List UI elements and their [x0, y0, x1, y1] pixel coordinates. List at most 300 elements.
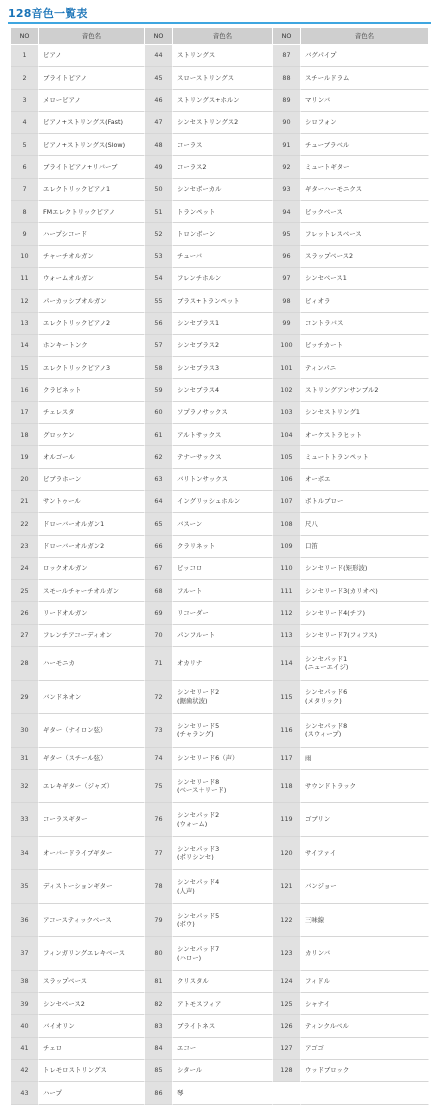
table-row — [11, 469, 429, 491]
header-name-1: 音色名 — [39, 28, 145, 45]
voice-name: シンセストリングス2 — [173, 112, 273, 134]
header-name-3: 音色名 — [301, 28, 429, 45]
voice-number: 25 — [11, 580, 39, 602]
table-row — [11, 1060, 429, 1082]
voice-name: チェロ — [39, 1038, 145, 1060]
voice-number: 58 — [145, 357, 173, 379]
voice-number: 39 — [11, 993, 39, 1015]
voice-name: シンセパッド8 (スウィープ) — [301, 714, 429, 748]
voice-number: 45 — [145, 67, 173, 89]
voice-name: サイファイ — [301, 837, 429, 871]
voice-number: 60 — [145, 402, 173, 424]
voice-number: 70 — [145, 625, 173, 647]
voice-number: 110 — [273, 558, 301, 580]
table-row — [11, 714, 429, 748]
voice-table — [11, 28, 429, 1105]
voice-name: ウォームオルガン — [39, 268, 145, 290]
voice-number: 10 — [11, 246, 39, 268]
voice-name: 雨 — [301, 748, 429, 770]
voice-number: 125 — [273, 993, 301, 1015]
voice-number: 79 — [145, 904, 173, 938]
table-row — [11, 647, 429, 681]
voice-number: 87 — [273, 45, 301, 67]
table-row — [11, 1015, 429, 1037]
voice-name: ストリングス — [173, 45, 273, 67]
voice-name: フィドル — [301, 971, 429, 993]
voice-number: 91 — [273, 134, 301, 156]
voice-name: 口笛 — [301, 536, 429, 558]
voice-name: シンセブラス4 — [173, 379, 273, 401]
voice-number: 47 — [145, 112, 173, 134]
voice-number: 62 — [145, 446, 173, 468]
voice-number: 40 — [11, 1015, 39, 1037]
voice-name: シロフォン — [301, 112, 429, 134]
voice-number: 117 — [273, 748, 301, 770]
table-row — [11, 937, 429, 971]
voice-name: ストリングアンサンブル2 — [301, 379, 429, 401]
voice-name: ブラス+トランペット — [173, 290, 273, 312]
voice-number: 84 — [145, 1038, 173, 1060]
header-no-3: NO — [273, 28, 301, 45]
voice-number: 34 — [11, 837, 39, 871]
voice-number: 59 — [145, 379, 173, 401]
table-row — [11, 223, 429, 245]
voice-name: チャーチオルガン — [39, 246, 145, 268]
voice-number: 124 — [273, 971, 301, 993]
table-row — [11, 268, 429, 290]
table-row — [11, 45, 429, 67]
voice-name: オルゴール — [39, 446, 145, 468]
voice-name: シンセベース2 — [39, 993, 145, 1015]
voice-number: 13 — [11, 313, 39, 335]
voice-name: ブライトピアノ — [39, 67, 145, 89]
voice-number: 86 — [145, 1082, 173, 1104]
table-row — [11, 90, 429, 112]
voice-name: ストリングス+ホルン — [173, 90, 273, 112]
voice-name: ボトルブロー — [301, 491, 429, 513]
voice-number: 56 — [145, 313, 173, 335]
voice-name: ソプラノサックス — [173, 402, 273, 424]
table-row — [11, 379, 429, 401]
voice-number: 15 — [11, 357, 39, 379]
voice-number: 46 — [145, 90, 173, 112]
voice-name: ピアノ+ストリングス(Slow) — [39, 134, 145, 156]
voice-number: 126 — [273, 1015, 301, 1037]
voice-number: 77 — [145, 837, 173, 871]
voice-name: シンセパッド1 (ニューエイジ) — [301, 647, 429, 681]
voice-name: シンセブラス1 — [173, 313, 273, 335]
voice-number: 21 — [11, 491, 39, 513]
voice-number: 97 — [273, 268, 301, 290]
voice-number: 90 — [273, 112, 301, 134]
voice-name: シンセリード3(カリオペ) — [301, 580, 429, 602]
voice-name: ビブラホーン — [39, 469, 145, 491]
voice-number: 107 — [273, 491, 301, 513]
voice-number: 29 — [11, 681, 39, 715]
table-row — [11, 681, 429, 715]
voice-name: ティンクルベル — [301, 1015, 429, 1037]
voice-name: ブライトピアノ+リバーブ — [39, 156, 145, 178]
voice-name: アコースティックベース — [39, 904, 145, 938]
voice-number: 41 — [11, 1038, 39, 1060]
table-row — [11, 335, 429, 357]
voice-number: 128 — [273, 1060, 301, 1082]
table-row — [11, 402, 429, 424]
voice-name: オーバードライブギター — [39, 837, 145, 871]
voice-number: 102 — [273, 379, 301, 401]
voice-number: 50 — [145, 179, 173, 201]
table-row — [11, 112, 429, 134]
voice-name: コーラス2 — [173, 156, 273, 178]
table-row — [11, 602, 429, 624]
voice-name: シンセリード5 (チャラング) — [173, 714, 273, 748]
voice-number: 109 — [273, 536, 301, 558]
table-row — [11, 971, 429, 993]
voice-number: 61 — [145, 424, 173, 446]
header-no-1: NO — [11, 28, 39, 45]
voice-number: 98 — [273, 290, 301, 312]
voice-name: チェレスタ — [39, 402, 145, 424]
voice-name: ギターハーモニクス — [301, 179, 429, 201]
voice-number: 28 — [11, 647, 39, 681]
voice-number: 65 — [145, 513, 173, 535]
voice-number: 31 — [11, 748, 39, 770]
table-row — [11, 424, 429, 446]
voice-number: 127 — [273, 1038, 301, 1060]
voice-name: シンセリード(矩形波) — [301, 558, 429, 580]
voice-number: 17 — [11, 402, 39, 424]
voice-name: コーラス — [173, 134, 273, 156]
voice-number: 88 — [273, 67, 301, 89]
voice-name: シンセパッド5 (ボウ) — [173, 904, 273, 938]
table-row — [11, 536, 429, 558]
table-row — [11, 870, 429, 904]
voice-name: シンセリード2 (鋸歯状波) — [173, 681, 273, 715]
voice-number: 111 — [273, 580, 301, 602]
voice-number: 14 — [11, 335, 39, 357]
voice-name: フルート — [173, 580, 273, 602]
voice-name: シャナイ — [301, 993, 429, 1015]
table-row — [11, 246, 429, 268]
voice-number: 74 — [145, 748, 173, 770]
table-row — [11, 156, 429, 178]
voice-name: オーケストラヒット — [301, 424, 429, 446]
voice-number: 122 — [273, 904, 301, 938]
voice-name: ピッチカート — [301, 335, 429, 357]
voice-number: 101 — [273, 357, 301, 379]
table-row — [11, 290, 429, 312]
voice-number: 123 — [273, 937, 301, 971]
voice-number: 76 — [145, 803, 173, 837]
voice-name: ミュートトランペット — [301, 446, 429, 468]
voice-name: トロンボーン — [173, 223, 273, 245]
voice-name: シンセボーカル — [173, 179, 273, 201]
voice-name: フレンチアコーディオン — [39, 625, 145, 647]
voice-name: ディストーションギター — [39, 870, 145, 904]
voice-name: バンジョー — [301, 870, 429, 904]
voice-name: ピアノ — [39, 45, 145, 67]
voice-number: 72 — [145, 681, 173, 715]
voice-name: エレクトリックピアノ3 — [39, 357, 145, 379]
voice-name: 三味線 — [301, 904, 429, 938]
voice-number: 36 — [11, 904, 39, 938]
voice-name: フレットレスベース — [301, 223, 429, 245]
voice-number — [273, 1082, 301, 1104]
voice-name: オーボエ — [301, 469, 429, 491]
voice-name: クリスタル — [173, 971, 273, 993]
header-no-2: NO — [145, 28, 173, 45]
voice-number: 44 — [145, 45, 173, 67]
voice-name: エレクトリックピアノ2 — [39, 313, 145, 335]
voice-name: FMエレクトリックピアノ — [39, 201, 145, 223]
voice-name: バリトンサックス — [173, 469, 273, 491]
voice-name: スラップベース2 — [301, 246, 429, 268]
voice-name: シンセストリング1 — [301, 402, 429, 424]
voice-name: シンセパッド4 (人声) — [173, 870, 273, 904]
voice-number: 19 — [11, 446, 39, 468]
voice-number: 85 — [145, 1060, 173, 1082]
voice-number: 30 — [11, 714, 39, 748]
voice-name: ギター（ナイロン弦） — [39, 714, 145, 748]
voice-name: フィンガリングエレキベース — [39, 937, 145, 971]
voice-name: ハープシコード — [39, 223, 145, 245]
voice-name: クラリネット — [173, 536, 273, 558]
voice-number: 78 — [145, 870, 173, 904]
voice-number: 49 — [145, 156, 173, 178]
voice-name: ゴブリン — [301, 803, 429, 837]
voice-number: 55 — [145, 290, 173, 312]
voice-name: アルトサックス — [173, 424, 273, 446]
voice-name: フレンチホルン — [173, 268, 273, 290]
voice-number: 121 — [273, 870, 301, 904]
table-row — [11, 67, 429, 89]
voice-number: 108 — [273, 513, 301, 535]
voice-name: ホンキートンク — [39, 335, 145, 357]
table-row — [11, 1038, 429, 1060]
voice-name: ミュートギター — [301, 156, 429, 178]
table-row — [11, 513, 429, 535]
voice-name: グロッケン — [39, 424, 145, 446]
voice-number: 33 — [11, 803, 39, 837]
voice-number: 42 — [11, 1060, 39, 1082]
voice-name: サントゥール — [39, 491, 145, 513]
voice-name: ビィオラ — [301, 290, 429, 312]
voice-number: 80 — [145, 937, 173, 971]
title-underline — [8, 22, 431, 24]
voice-name: バスーン — [173, 513, 273, 535]
voice-name: バンドネオン — [39, 681, 145, 715]
voice-number: 35 — [11, 870, 39, 904]
table-row — [11, 134, 429, 156]
voice-name: シンセパッド2 (ウォーム) — [173, 803, 273, 837]
voice-name: シンセパッド3 (ポリシンセ) — [173, 837, 273, 871]
voice-number: 113 — [273, 625, 301, 647]
voice-name: 尺八 — [301, 513, 429, 535]
table-body — [11, 45, 429, 1105]
voice-number: 103 — [273, 402, 301, 424]
voice-name: シンセブラス2 — [173, 335, 273, 357]
voice-name: ドローバーオルガン2 — [39, 536, 145, 558]
voice-number: 75 — [145, 770, 173, 804]
voice-number: 6 — [11, 156, 39, 178]
table-row — [11, 770, 429, 804]
voice-name: スラップベース — [39, 971, 145, 993]
voice-name: エレクトリックピアノ1 — [39, 179, 145, 201]
voice-number: 116 — [273, 714, 301, 748]
voice-number: 12 — [11, 290, 39, 312]
voice-name: シンセパッド6 (メタリック) — [301, 681, 429, 715]
voice-number: 1 — [11, 45, 39, 67]
voice-number: 120 — [273, 837, 301, 871]
voice-number: 16 — [11, 379, 39, 401]
voice-number: 71 — [145, 647, 173, 681]
voice-number: 69 — [145, 602, 173, 624]
table-row — [11, 446, 429, 468]
voice-number: 64 — [145, 491, 173, 513]
voice-name: メローピアノ — [39, 90, 145, 112]
voice-number: 94 — [273, 201, 301, 223]
voice-name: ピッコロ — [173, 558, 273, 580]
voice-name: トランペット — [173, 201, 273, 223]
voice-number: 43 — [11, 1082, 39, 1104]
voice-number: 18 — [11, 424, 39, 446]
voice-number: 67 — [145, 558, 173, 580]
header-name-2: 音色名 — [173, 28, 273, 45]
voice-name: リコーダー — [173, 602, 273, 624]
voice-name — [301, 1082, 429, 1104]
voice-number: 118 — [273, 770, 301, 804]
table-row — [11, 201, 429, 223]
voice-name: マリンバ — [301, 90, 429, 112]
table-row — [11, 803, 429, 837]
voice-number: 95 — [273, 223, 301, 245]
voice-number: 22 — [11, 513, 39, 535]
voice-name: スローストリングス — [173, 67, 273, 89]
voice-name: チューブラベル — [301, 134, 429, 156]
voice-name: トレモロストリングス — [39, 1060, 145, 1082]
voice-name: オカリナ — [173, 647, 273, 681]
voice-name: テナーサックス — [173, 446, 273, 468]
voice-name: ギター（スチール弦） — [39, 748, 145, 770]
voice-name: チューバ — [173, 246, 273, 268]
voice-name: パンフルート — [173, 625, 273, 647]
table-row — [11, 491, 429, 513]
voice-number: 89 — [273, 90, 301, 112]
table-row — [11, 748, 429, 770]
voice-name: ピックベース — [301, 201, 429, 223]
voice-number: 54 — [145, 268, 173, 290]
voice-number: 63 — [145, 469, 173, 491]
voice-number: 3 — [11, 90, 39, 112]
voice-number: 53 — [145, 246, 173, 268]
table-row — [11, 904, 429, 938]
voice-name: ロックオルガン — [39, 558, 145, 580]
voice-name: スモールチャーチオルガン — [39, 580, 145, 602]
voice-name: アトモスフィア — [173, 993, 273, 1015]
table-row — [11, 625, 429, 647]
voice-name: シンセリード4(チフ) — [301, 602, 429, 624]
voice-number: 96 — [273, 246, 301, 268]
voice-number: 11 — [11, 268, 39, 290]
voice-number: 119 — [273, 803, 301, 837]
table-row — [11, 1082, 429, 1104]
voice-number: 24 — [11, 558, 39, 580]
voice-name: パーカッシブオルガン — [39, 290, 145, 312]
voice-name: エレキギター（ジャズ） — [39, 770, 145, 804]
voice-name: ハーモニカ — [39, 647, 145, 681]
voice-name: シタール — [173, 1060, 273, 1082]
voice-name: バイオリン — [39, 1015, 145, 1037]
voice-name: 琴 — [173, 1082, 273, 1104]
voice-number: 112 — [273, 602, 301, 624]
voice-number: 4 — [11, 112, 39, 134]
voice-number: 9 — [11, 223, 39, 245]
voice-number: 82 — [145, 993, 173, 1015]
voice-number: 8 — [11, 201, 39, 223]
voice-name: ウッドブロック — [301, 1060, 429, 1082]
voice-number: 23 — [11, 536, 39, 558]
voice-name: ティンパニ — [301, 357, 429, 379]
voice-name: シンセリード8 (ベース＋リード) — [173, 770, 273, 804]
table-row — [11, 580, 429, 602]
voice-number: 68 — [145, 580, 173, 602]
voice-number: 92 — [273, 156, 301, 178]
voice-name: シンセリード7(フィフス) — [301, 625, 429, 647]
voice-number: 37 — [11, 937, 39, 971]
voice-number: 2 — [11, 67, 39, 89]
voice-name: リードオルガン — [39, 602, 145, 624]
table-row — [11, 313, 429, 335]
table-header-row — [11, 28, 429, 45]
voice-number: 99 — [273, 313, 301, 335]
voice-number: 57 — [145, 335, 173, 357]
voice-name: アゴゴ — [301, 1038, 429, 1060]
voice-number: 83 — [145, 1015, 173, 1037]
voice-number: 114 — [273, 647, 301, 681]
voice-number: 81 — [145, 971, 173, 993]
voice-number: 51 — [145, 201, 173, 223]
voice-name: コーラスギター — [39, 803, 145, 837]
table-row — [11, 357, 429, 379]
voice-number: 27 — [11, 625, 39, 647]
voice-number: 26 — [11, 602, 39, 624]
voice-name: シンセパッド7 (ハロー) — [173, 937, 273, 971]
voice-name: イングリッシュホルン — [173, 491, 273, 513]
page-title: 128音色一覧表 — [8, 7, 88, 20]
voice-number: 52 — [145, 223, 173, 245]
voice-number: 66 — [145, 536, 173, 558]
table-row — [11, 993, 429, 1015]
voice-name: バグパイプ — [301, 45, 429, 67]
voice-name: クラビネット — [39, 379, 145, 401]
voice-name: ハープ — [39, 1082, 145, 1104]
voice-number: 105 — [273, 446, 301, 468]
voice-name: エコー — [173, 1038, 273, 1060]
voice-name: ブライトネス — [173, 1015, 273, 1037]
voice-name: サウンドトラック — [301, 770, 429, 804]
voice-number: 100 — [273, 335, 301, 357]
table-row — [11, 558, 429, 580]
table-row — [11, 837, 429, 871]
voice-number: 106 — [273, 469, 301, 491]
voice-number: 20 — [11, 469, 39, 491]
voice-number: 32 — [11, 770, 39, 804]
voice-name: ドローバーオルガン1 — [39, 513, 145, 535]
voice-name: スチールドラム — [301, 67, 429, 89]
voice-name: シンセリード6（声） — [173, 748, 273, 770]
voice-number: 73 — [145, 714, 173, 748]
voice-number: 104 — [273, 424, 301, 446]
